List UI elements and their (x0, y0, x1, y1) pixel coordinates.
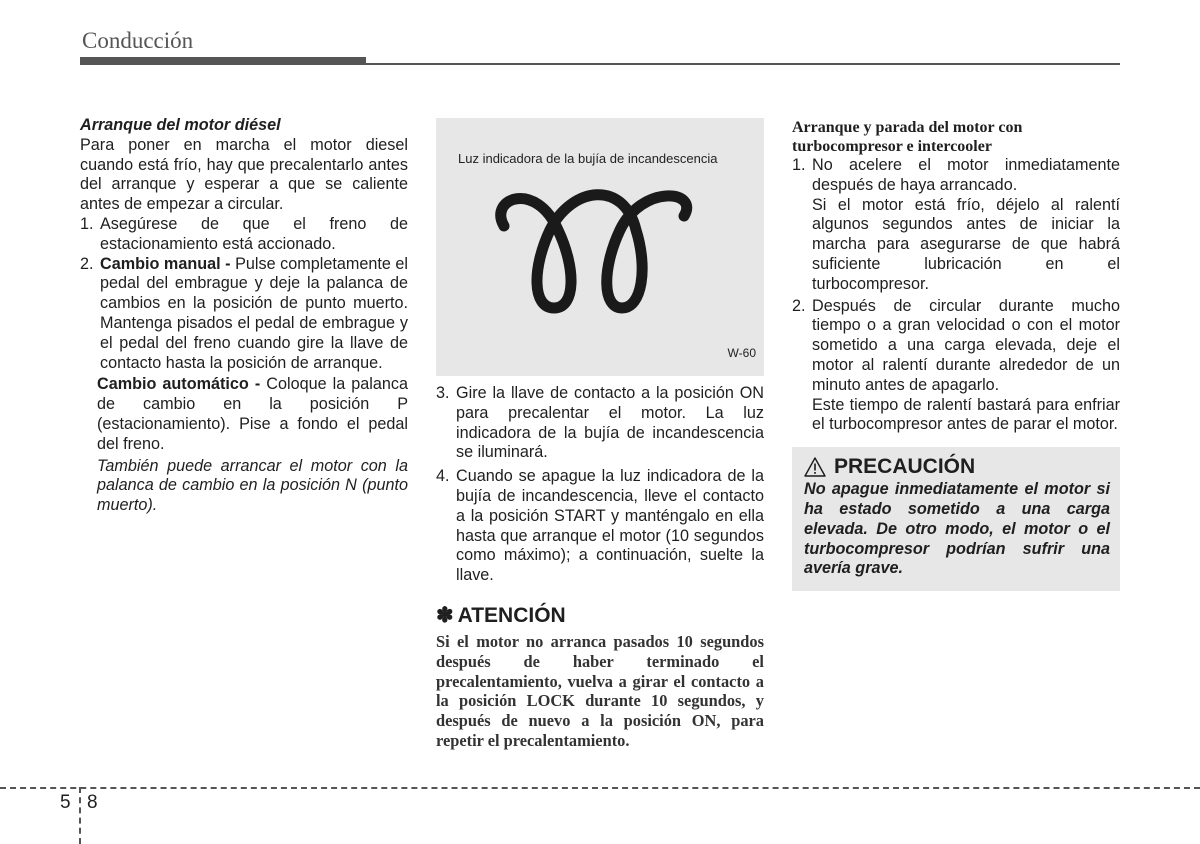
list-item (436, 384, 764, 463)
section-heading-turbo: Arranque y parada del motor con turbocompresor e intercooler (792, 119, 1023, 155)
footer-dashed-divider (79, 787, 81, 844)
list-subparagraph: Si el motor está frío, déjelo al ralentí algunos segundos antes de iniciar la marcha para asegurarse de que habrá suficiente lubricación en el turbocompresor. (812, 195, 1120, 293)
list-item (792, 156, 1120, 196)
list-text (100, 255, 408, 374)
header-bar-thin (80, 63, 1120, 65)
neutral-note: También puede arrancar el motor con la palanca de cambio en la posición N (punto muerto). (97, 456, 408, 515)
list-text: Gire la llave de contacto a la posición ON para precalentar el motor. La luz indicadora de la bujía de incandescencia se iluminará. (456, 384, 764, 462)
manual-transmission-text: Pulse completamente el pedal del embrague y deje la palanca de cambios en la posición de punto muerto. Mantenga pisados el pedal de embrague y el pedal del freno cuando gire la llave de contacto hasta la posición de arranque. (100, 254, 408, 372)
list-item (436, 467, 764, 586)
manual-transmission-label: Cambio manual - (100, 254, 231, 273)
list-number: 2. (80, 254, 94, 273)
list-text: Cuando se apague la luz indicadora de la bujía de incandescencia, lleve el contacto a la posición START y manténgalo en ella hasta que arranque el motor (10 segundos como máximo); a continuación, suelte la llave. (456, 467, 764, 585)
attention-text: Si el motor no arranca pasados 10 segundos después de haber terminado el precalentamiento, vuelva a girar el contacto a la posición LOCK durante 10 segundos, y después de nuevo a la posición ON, para repetir el precalentamiento. (436, 631, 764, 751)
caution-box (792, 447, 1120, 591)
list-number: 3. (436, 384, 450, 402)
list-subparagraph: Este tiempo de ralentí bastará para enfriar el turbocompresor antes de parar el motor. (812, 395, 1120, 434)
page-number: 8 (87, 792, 98, 813)
caution-text: No apague inmediatamente el motor si ha estado sometido a una carga elevada. De otro modo, el motor o el turbocompresor podrían sufrir una avería grave. (804, 480, 1110, 578)
intro-paragraph: Para poner en marcha el motor diesel cuando está frío, hay que precalentarlo antes del arranque y esperar a que se caliente antes de empezar a circular. (80, 135, 408, 214)
list-text: No acelere el motor inmediatamente después de haya arrancado. (812, 156, 1120, 194)
column-left (80, 114, 408, 516)
footer-dashed-line (0, 787, 1200, 789)
list-text: Asegúrese de que el freno de estacionamiento está accionado. (100, 214, 408, 253)
list-item (80, 215, 408, 255)
caution-title: PRECAUCIÓN (834, 455, 976, 479)
list-number: 1. (792, 156, 806, 174)
automatic-transmission-paragraph (80, 375, 408, 454)
list-item (80, 255, 408, 374)
warning-triangle-icon (804, 457, 826, 477)
attention-heading (436, 603, 764, 627)
column-middle (436, 118, 764, 751)
list-number: 1. (80, 214, 94, 233)
figure-caption: Luz indicadora de la bujía de incandescencia (458, 151, 718, 166)
automatic-transmission-label: Cambio automático - (97, 375, 261, 394)
list-number: 2. (792, 296, 806, 315)
attention-title: ATENCIÓN (457, 603, 566, 627)
list-number: 4. (436, 467, 450, 486)
chapter-number: 5 (60, 792, 71, 813)
caution-heading (804, 457, 1110, 477)
figure-code: W-60 (727, 346, 756, 361)
section-heading-diesel-start: Arranque del motor diésel (80, 116, 281, 134)
column-right (792, 118, 1120, 591)
automatic-transmission-text: Coloque la palanca de cambio en la posición P (estacionamiento). Pise a fondo el pedal del freno. (97, 375, 408, 453)
asterisk-icon: ✽ (436, 603, 454, 627)
glow-plug-figure (436, 118, 764, 376)
page-header-title: Conducción (82, 28, 194, 53)
list-text: Después de circular durante mucho tiempo o a gran velocidad o con el motor sometido a una carga elevada, deje el motor al ralentí durante alrededor de un minuto antes de apagarlo. (812, 296, 1120, 394)
list-item (792, 297, 1120, 396)
